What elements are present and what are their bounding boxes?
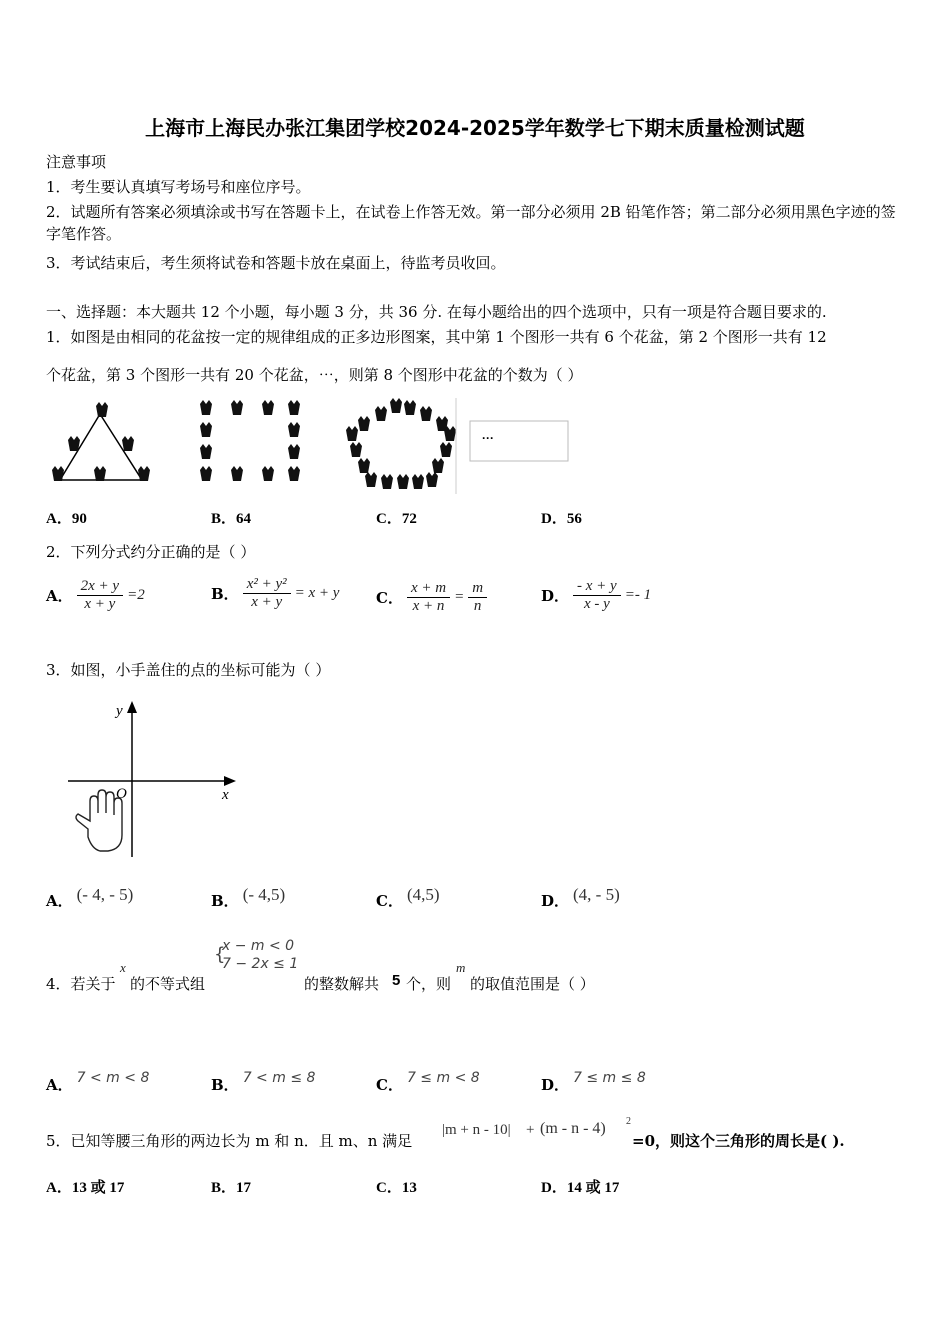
option-label: C． [376,892,403,910]
q1-flowerpot-figures [46,398,576,498]
q5-option-b[interactable] [211,1176,251,1197]
option-label: B． [211,1180,237,1196]
coordinate-text: (4,5) [406,884,440,904]
inequality-1: x − m < 0 [222,938,295,954]
q4-text-post2: 个，则 [406,975,452,993]
q2-stem: 2．下列分式约分正确的是（ ） [46,543,256,561]
q4-text-mid: 的不等式组 [130,975,206,993]
range-text: 7 ≤ m ≤ 8 [573,1070,646,1086]
fraction: $\frac{\text{x² + y²}}{x + y}$ [243,576,291,611]
q5-option-d[interactable] [541,1176,619,1197]
range-text: 7 < m < 8 [76,1070,150,1086]
ellipsis-text: ··· [482,431,494,445]
y-axis-arrow [127,701,137,713]
y-axis-label: y [116,703,123,719]
equals-sign: = [454,589,465,605]
option-label: C． [376,1076,403,1094]
option-label: C． [376,511,402,527]
q3-coordinate-figure [62,697,242,862]
option-text: 13 [401,1180,417,1196]
solution-count: 5 [392,972,401,989]
option-label: B． [211,1076,239,1094]
figure-pentagon [346,398,456,489]
coordinate-text: (4, - 5) [573,884,620,904]
q5-option-a[interactable] [46,1176,124,1197]
plus-sign: + [526,1122,535,1138]
q4-option-b[interactable] [211,1062,315,1095]
notice-item-1: 1．考生要认真填写考场号和座位序号。 [46,178,311,196]
option-label: A． [46,1076,73,1094]
x-axis-arrow [224,776,236,786]
option-label: D． [541,1180,567,1196]
notice-item-2: 2．试题所有答案必须填涂或书写在答题卡上，在试卷上作答无效。第一部分必须用 2B 铅笔作答；第二部分必须用黑色字迹的签字笔作答。 [46,203,896,243]
inequality-2: 7 − 2x ≤ 1 [222,956,299,972]
option-text: 13 或 17 [71,1180,125,1196]
q3-option-c[interactable] [376,878,440,911]
q3-option-b[interactable] [211,878,285,911]
figure-square [200,400,300,481]
var-x: x [120,960,126,975]
option-label: D． [541,892,570,910]
range-text: 7 < m ≤ 8 [242,1070,316,1086]
notice-heading: 注意事项 [46,153,107,171]
origin-label: O [116,786,127,802]
equation-rhs: =2 [127,587,145,603]
hand-icon [76,790,122,851]
option-label: D． [541,1076,570,1094]
abs-expression: |m + n - 10| [442,1122,511,1138]
option-label: A． [46,892,73,910]
square-base: (m - n - 4) [540,1120,606,1137]
option-label: B． [211,585,239,603]
brace: { [214,944,226,965]
var-m: m [456,960,466,975]
q1-stem-line1: 1．如图是由相同的花盆按一定的规律组成的正多边形图案，其中第 1 个图形一共有 6 个花盆，第 2 个图形一共有 12 [46,328,827,346]
figure-triangle [52,402,150,481]
q2-option-a[interactable] [46,578,145,613]
q4-text-pre: 4．若关于 [46,975,116,993]
q1-option-b[interactable] [211,507,251,528]
option-text: 72 [401,511,417,527]
option-text: 17 [236,1180,252,1196]
fraction: $\frac{- x + y}{x - y}$ [573,578,621,613]
q4-text-post1: 的整数解共 [304,975,380,993]
coordinate-text: (- 4, - 5) [76,884,134,904]
q4-option-d[interactable] [541,1062,646,1095]
q4-option-a[interactable] [46,1062,149,1095]
q3-stem: 3．如图，小手盖住的点的坐标可能为（ ） [46,661,331,679]
equation-rhs: = x + y [294,585,340,601]
q2-option-b[interactable] [211,576,339,611]
q5-text-post: =0，则这个三角形的周长是( ). [632,1132,845,1150]
q3-option-d[interactable] [541,878,620,911]
option-label: A． [46,511,72,527]
q5-text-pre: 5．已知等腰三角形的两边长为 m 和 n．且 m、n 满足 [46,1132,413,1150]
equation-rhs: =- 1 [624,587,652,603]
fraction: $\frac{2x + y}{x + y}$ [77,578,123,613]
option-label: A． [46,1180,72,1196]
option-label: C． [376,589,403,607]
q1-stem-line2: 个花盆，第 3 个图形一共有 20 个花盆，⋯，则第 8 个图形中花盆的个数为（ ） [46,366,583,384]
option-label: A． [46,587,73,605]
q4-stem [46,938,926,998]
exponent: 2 [626,1116,631,1127]
option-text: 90 [71,511,87,527]
q4-text-post3: 的取值范围是（ ） [470,975,595,993]
q2-option-c[interactable] [376,580,487,615]
q1-option-d[interactable] [541,507,582,528]
option-label: C． [376,1180,402,1196]
fraction: $\frac{x + m}{x + n}$ [407,580,450,615]
fraction: $\frac{m}{n}$ [468,580,487,615]
q4-option-c[interactable] [376,1062,480,1095]
option-label: B． [211,511,237,527]
option-text: 64 [236,511,252,527]
q5-option-c[interactable] [376,1176,417,1197]
option-label: D． [541,511,567,527]
section-heading: 一、选择题：本大题共 12 个小题，每小题 3 分，共 36 分. 在每小题给出的四个选项中，只有一项是符合题目要求的. [46,303,827,321]
notice-item-3: 3．考试结束后，考生须将试卷和答题卡放在桌面上，待监考员收回。 [46,254,506,272]
q2-option-d[interactable] [541,578,651,613]
x-axis-label: x [222,787,229,803]
q3-option-a[interactable] [46,878,133,911]
q5-stem [46,1116,926,1154]
coordinate-text: (- 4,5) [242,884,286,904]
range-text: 7 ≤ m < 8 [406,1070,480,1086]
option-label: B． [211,892,239,910]
page-title: 上海市上海民办张江集团学校2024-2025学年数学七下期末质量检测试题 [145,116,805,140]
option-label: D． [541,587,570,605]
option-text: 14 或 17 [566,1180,620,1196]
q1-option-c[interactable] [376,507,417,528]
q1-option-a[interactable] [46,507,87,528]
option-text: 56 [566,511,582,527]
